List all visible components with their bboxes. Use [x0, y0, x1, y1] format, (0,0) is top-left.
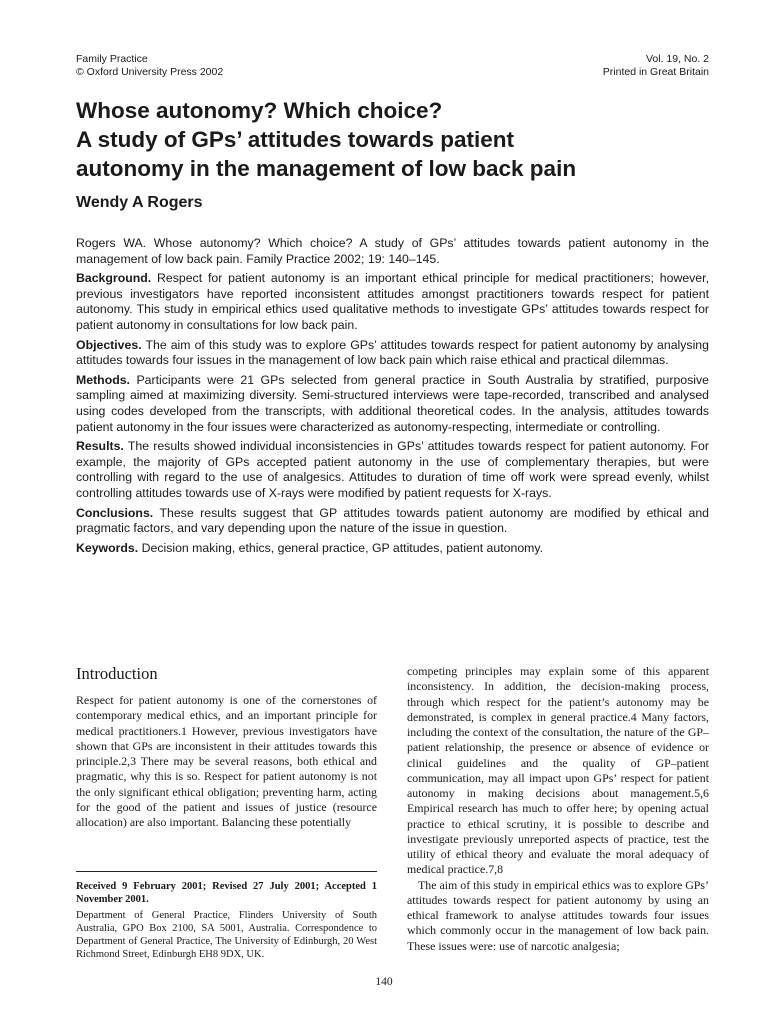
- footnote: [76, 880, 377, 964]
- abstract-keywords: [76, 541, 709, 557]
- conclusions-text: These results suggest that GP attitudes towards patient autonomy are modified by ethical and pragmatic factors, and vary depending upon the nature of the issue in question.: [76, 505, 709, 536]
- received-dates: Received 9 February 2001; Revised 27 July 2001; Accepted 1 November 2001.: [76, 881, 377, 905]
- title-line-3: autonomy in the management of low back pain: [76, 156, 577, 181]
- right-column: [407, 664, 709, 954]
- footnote-divider: [76, 871, 377, 872]
- results-text: The results showed individual inconsistencies in GPs’ attitudes towards respect for patient autonomy. For example, the majority of GPs accepted patient autonomy in the use of complementary therapies, but were controlling with regard to the use of analgesics. Attitudes to duration of time off work were spread evenly, whilst controlling attitudes towards use of X-rays were modified by patient requests for X-rays.: [76, 439, 709, 500]
- copyright-line: © Oxford University Press 2002: [76, 66, 224, 78]
- author-name: Wendy A Rogers: [76, 194, 203, 211]
- title-line-2: A study of GPs’ attitudes towards patient: [76, 127, 514, 152]
- intro-paragraph-left: Respect for patient autonomy is one of the cornerstones of contemporary medical ethics, and an important principle for medical practitioners.1 However, previous investigators have shown that GPs are inconsistent in their attitudes towards this principle.2,3 There may be several reasons, both ethical and pragmatic, why this is so. Respect for patient autonomy is not the only significant ethical obligation; preventing harm, acting for the good of the patient and issues of justice (resource allocation) are also important. Balancing these potentially: [76, 693, 377, 829]
- article-title: [76, 96, 716, 183]
- journal-header-left: [76, 53, 223, 79]
- methods-label: Methods.: [76, 372, 130, 387]
- abstract-objectives: [76, 338, 709, 369]
- journal-header-right: [603, 53, 709, 79]
- abstract-methods: [76, 373, 709, 435]
- printed-in: Printed in Great Britain: [602, 66, 709, 78]
- abstract-conclusions: [76, 506, 709, 537]
- journal-name: Family Practice: [76, 53, 148, 65]
- methods-text: Participants were 21 GPs selected from general practice in South Australia by stratified, purposive sampling aimed at maximizing diversity. Semi-structured interviews were tape-recorded, transcribed and analysed using codes developed from the transcripts, with additional theoretical codes. In the analysis, attitudes towards patient autonomy in the four issues were characterized as autonomy-respecting, intermediate or controlling.: [76, 372, 709, 434]
- results-label: Results.: [76, 439, 124, 454]
- introduction-heading: Introduction: [76, 664, 158, 683]
- keywords-text: Decision making, ethics, general practice, GP attitudes, patient autonomy.: [141, 540, 544, 555]
- background-text: Respect for patient autonomy is an important ethical principle for medical practitioners; however, previous investigators have reported inconsistent attitudes amongst practitioners towards respect for patient autonomy. This study in empirical ethics used qualitative methods to investigate GPs’ attitudes towards respect for patient autonomy in consultations for low back pain.: [76, 271, 709, 332]
- conclusions-label: Conclusions.: [76, 505, 154, 520]
- abstract-citation: Rogers WA. Whose autonomy? Which choice? A study of GPs’ attitudes towards patient autonomy in the management of low back pain. Family Practice 2002; 19: 140–145.: [76, 236, 709, 266]
- intro-paragraph-right-1: competing principles may explain some of this apparent inconsistency. In addition, the decision-making process, through which respect for the patient’s autonomy may be demonstrated, is complex in general practice.4 Many factors, including the context of the consultation, the nature of the GP–patient relationship, the presence or absence of evidence or clinical guidelines and the quality of GP–patient communication, may all impact upon GPs’ respect for patient autonomy in making decisions about management.5,6 Empirical research has much to offer here; by opening actual practice to ethical scrutiny, it is possible to describe and investigate previously unreported aspects of practice, test the utility of ethical theory and evaluate the moral adequacy of medical practice.7,8: [407, 664, 709, 877]
- author-affiliation: Department of General Practice, Flinders University of South Australia, GPO Box 2100, SA 5001, Australia. Correspondence to Department of General Practice, The University of Edinburgh, 20 West Richmond Street, Edinburgh EH8 9DX, UK.: [76, 910, 377, 960]
- objectives-text: The aim of this study was to explore GPs’ attitudes towards respect for patient autonomy by analysing attitudes towards four issues in the management of low back pain which raise ethical and practical dilemmas.: [76, 337, 709, 368]
- abstract: [76, 236, 709, 560]
- page-number: 140: [375, 976, 393, 988]
- volume-issue: Vol. 19, No. 2: [645, 53, 709, 65]
- intro-paragraph-right-2: The aim of this study in empirical ethics was to explore GPs’ attitudes towards respect for patient autonomy by using an ethical framework to analyse attitudes towards four issues which commonly occur in the management of low back pain. These issues were: use of narcotic analgesia;: [407, 877, 709, 953]
- abstract-background: [76, 271, 709, 333]
- left-column: [76, 664, 377, 830]
- objectives-label: Objectives.: [76, 337, 142, 352]
- title-line-1: Whose autonomy? Which choice?: [76, 98, 443, 123]
- background-label: Background.: [76, 271, 152, 286]
- keywords-label: Keywords.: [76, 540, 139, 555]
- abstract-results: [76, 439, 709, 501]
